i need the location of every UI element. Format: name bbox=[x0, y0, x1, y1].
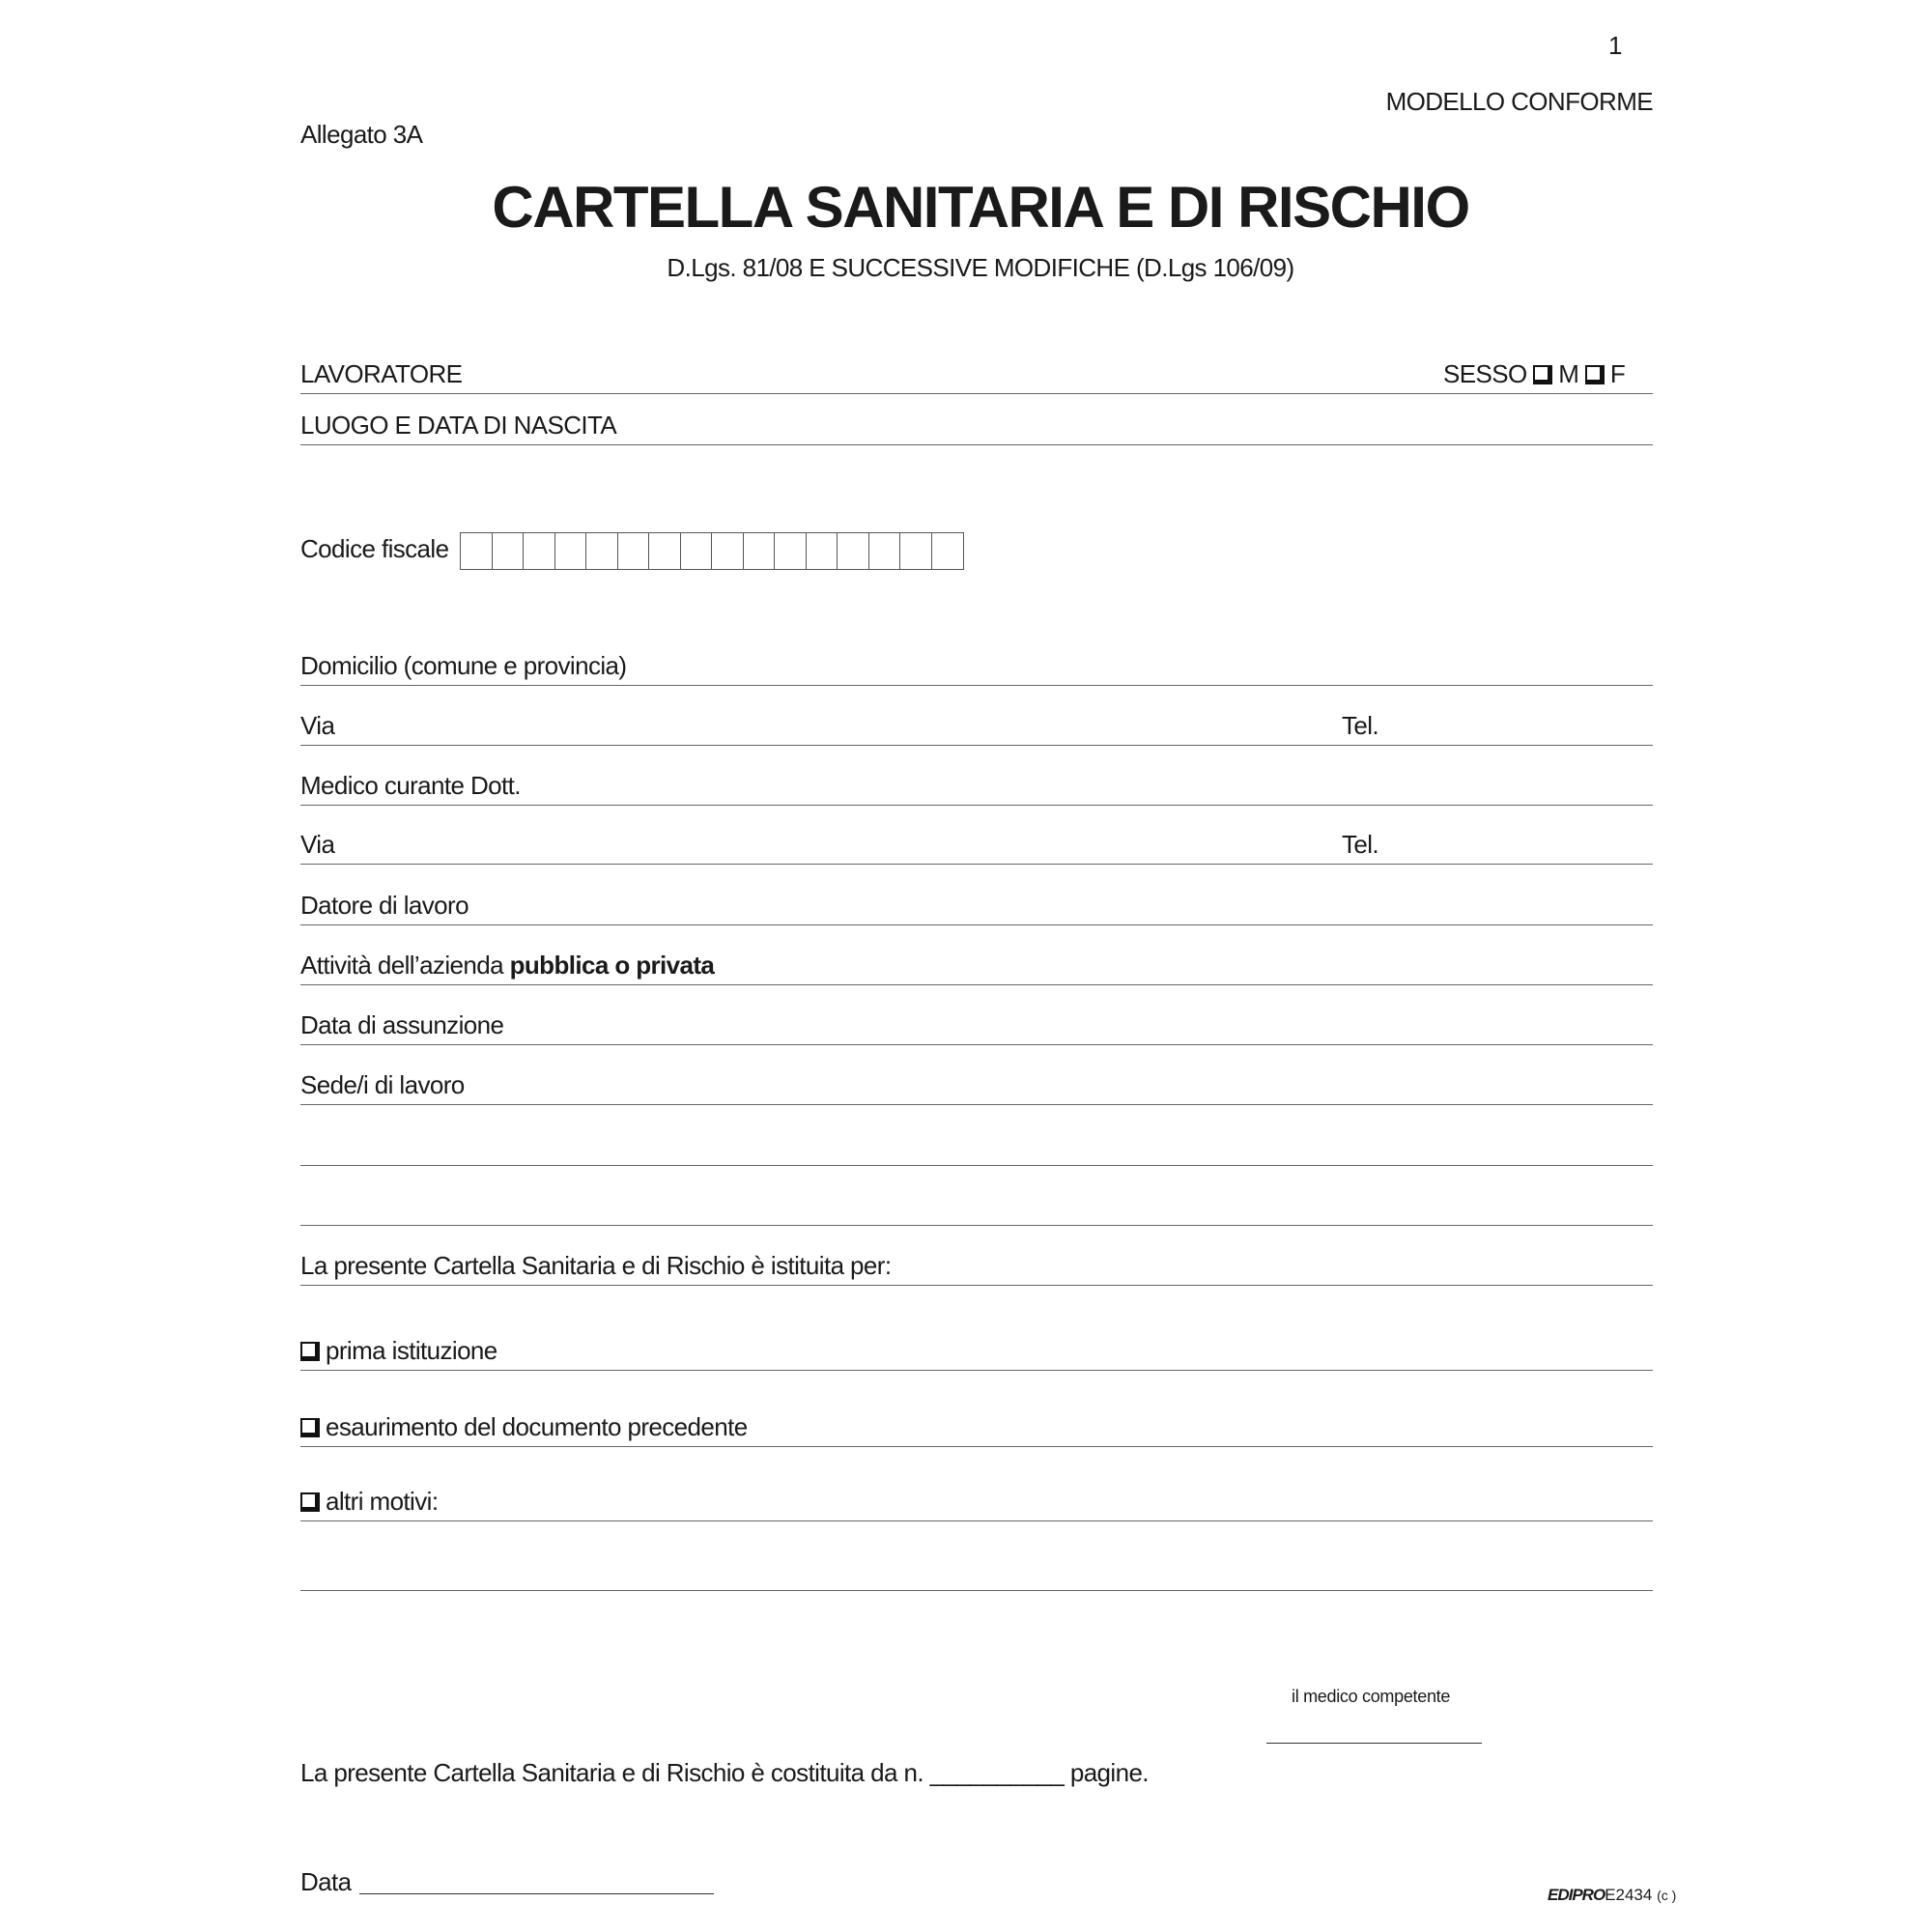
option-text: esaurimento del documento precedente bbox=[326, 1412, 748, 1441]
tax-code-label: Codice fiscale bbox=[300, 534, 449, 563]
male-checkbox[interactable] bbox=[1533, 365, 1552, 384]
product-code: E2434 bbox=[1605, 1886, 1653, 1904]
first-institution-checkbox[interactable] bbox=[300, 1342, 320, 1361]
tax-code-cell[interactable] bbox=[775, 533, 807, 569]
purpose-option-first[interactable] bbox=[300, 1332, 1653, 1371]
employer-label: Datore di lavoro bbox=[300, 891, 469, 920]
purpose-intro-row bbox=[300, 1247, 1653, 1286]
tax-code-cell[interactable] bbox=[461, 533, 493, 569]
publisher-code bbox=[1548, 1886, 1676, 1905]
page-number: 1 bbox=[1608, 31, 1623, 60]
female-checkbox[interactable] bbox=[1585, 365, 1605, 384]
publisher-logo: EDIPRO bbox=[1548, 1886, 1605, 1904]
option-text: altri motivi: bbox=[326, 1487, 439, 1516]
doctor-signature-line[interactable] bbox=[1266, 1743, 1482, 1744]
doctor-street-row[interactable] bbox=[300, 826, 1653, 865]
sex-label: SESSO bbox=[1443, 359, 1527, 388]
domicile-label: Domicilio (comune e provincia) bbox=[300, 651, 627, 680]
workplace-row[interactable] bbox=[300, 1066, 1653, 1105]
tax-code-cell[interactable] bbox=[807, 533, 838, 569]
worker-row[interactable] bbox=[300, 355, 1653, 394]
tax-code-cell[interactable] bbox=[586, 533, 618, 569]
tax-code-cell[interactable] bbox=[932, 533, 964, 569]
tax-code-cell[interactable] bbox=[681, 533, 713, 569]
date-line[interactable] bbox=[359, 1893, 714, 1894]
male-label: M bbox=[1558, 359, 1579, 388]
activity-bold-text: pubblica o privata bbox=[509, 951, 715, 980]
option-label bbox=[300, 1412, 748, 1442]
female-label: F bbox=[1609, 359, 1626, 388]
workplace-line-3[interactable] bbox=[300, 1187, 1653, 1226]
option-label bbox=[300, 1336, 497, 1366]
employer-row[interactable] bbox=[300, 887, 1653, 925]
worker-label: LAVORATORE bbox=[300, 359, 463, 388]
birth-label: LUOGO E DATA DI NASCITA bbox=[300, 411, 617, 440]
tax-code-cell[interactable] bbox=[618, 533, 650, 569]
doctor-label: Medico curante Dott. bbox=[300, 771, 521, 800]
tax-code-cell[interactable] bbox=[493, 533, 525, 569]
other-reasons-checkbox[interactable] bbox=[300, 1492, 320, 1512]
sex-field bbox=[1443, 359, 1625, 389]
tax-code-cell[interactable] bbox=[869, 533, 901, 569]
exhausted-document-checkbox[interactable] bbox=[300, 1418, 320, 1437]
copy-marker: (c ) bbox=[1657, 1888, 1677, 1903]
workplace-label: Sede/i di lavoro bbox=[300, 1070, 465, 1099]
doctor-phone-label: Tel. bbox=[1342, 830, 1379, 859]
page-count-input[interactable]: __________ bbox=[929, 1758, 1065, 1787]
activity-label bbox=[300, 951, 714, 980]
tax-code-cell[interactable] bbox=[524, 533, 555, 569]
doctor-signature-label: il medico competente bbox=[1292, 1687, 1451, 1706]
doctor-row[interactable] bbox=[300, 767, 1653, 806]
page-count-text bbox=[300, 1758, 1149, 1788]
phone-label: Tel. bbox=[1342, 711, 1379, 740]
activity-text: Attività dell’azienda bbox=[300, 951, 503, 980]
tax-code-input[interactable] bbox=[460, 532, 964, 570]
hire-date-row[interactable] bbox=[300, 1007, 1653, 1045]
birth-row[interactable] bbox=[300, 407, 1653, 445]
street-label: Via bbox=[300, 711, 335, 740]
purpose-option-exhausted[interactable] bbox=[300, 1408, 1653, 1447]
conformity-label: MODELLO CONFORME bbox=[1385, 87, 1653, 116]
tax-code-cell[interactable] bbox=[838, 533, 869, 569]
street-row[interactable] bbox=[300, 707, 1653, 746]
hire-date-label: Data di assunzione bbox=[300, 1010, 504, 1039]
tax-code-cell[interactable] bbox=[744, 533, 776, 569]
doctor-street-label: Via bbox=[300, 830, 335, 859]
page-count-prefix: La presente Cartella Sanitaria e di Rischio è costituita da n. bbox=[300, 1758, 923, 1787]
tax-code-cell[interactable] bbox=[712, 533, 744, 569]
activity-row[interactable] bbox=[300, 947, 1653, 985]
attachment-label: Allegato 3A bbox=[300, 120, 423, 149]
workplace-line-2[interactable] bbox=[300, 1127, 1653, 1166]
purpose-intro: La presente Cartella Sanitaria e di Rischio è istituita per: bbox=[300, 1251, 892, 1280]
page-title: CARTELLA SANITARIA E DI RISCHIO bbox=[492, 175, 1469, 240]
other-reasons-line[interactable] bbox=[300, 1552, 1653, 1591]
option-text: prima istituzione bbox=[326, 1336, 497, 1365]
page-count-suffix: pagine. bbox=[1069, 1758, 1149, 1787]
purpose-option-other[interactable] bbox=[300, 1483, 1653, 1521]
option-label bbox=[300, 1487, 438, 1517]
date-label: Data bbox=[300, 1867, 352, 1896]
page-subtitle: D.Lgs. 81/08 E SUCCESSIVE MODIFICHE (D.Lgs 106/09) bbox=[667, 253, 1294, 282]
domicile-row[interactable] bbox=[300, 647, 1653, 686]
tax-code-cell[interactable] bbox=[900, 533, 932, 569]
tax-code-cell[interactable] bbox=[649, 533, 681, 569]
tax-code-cell[interactable] bbox=[555, 533, 587, 569]
